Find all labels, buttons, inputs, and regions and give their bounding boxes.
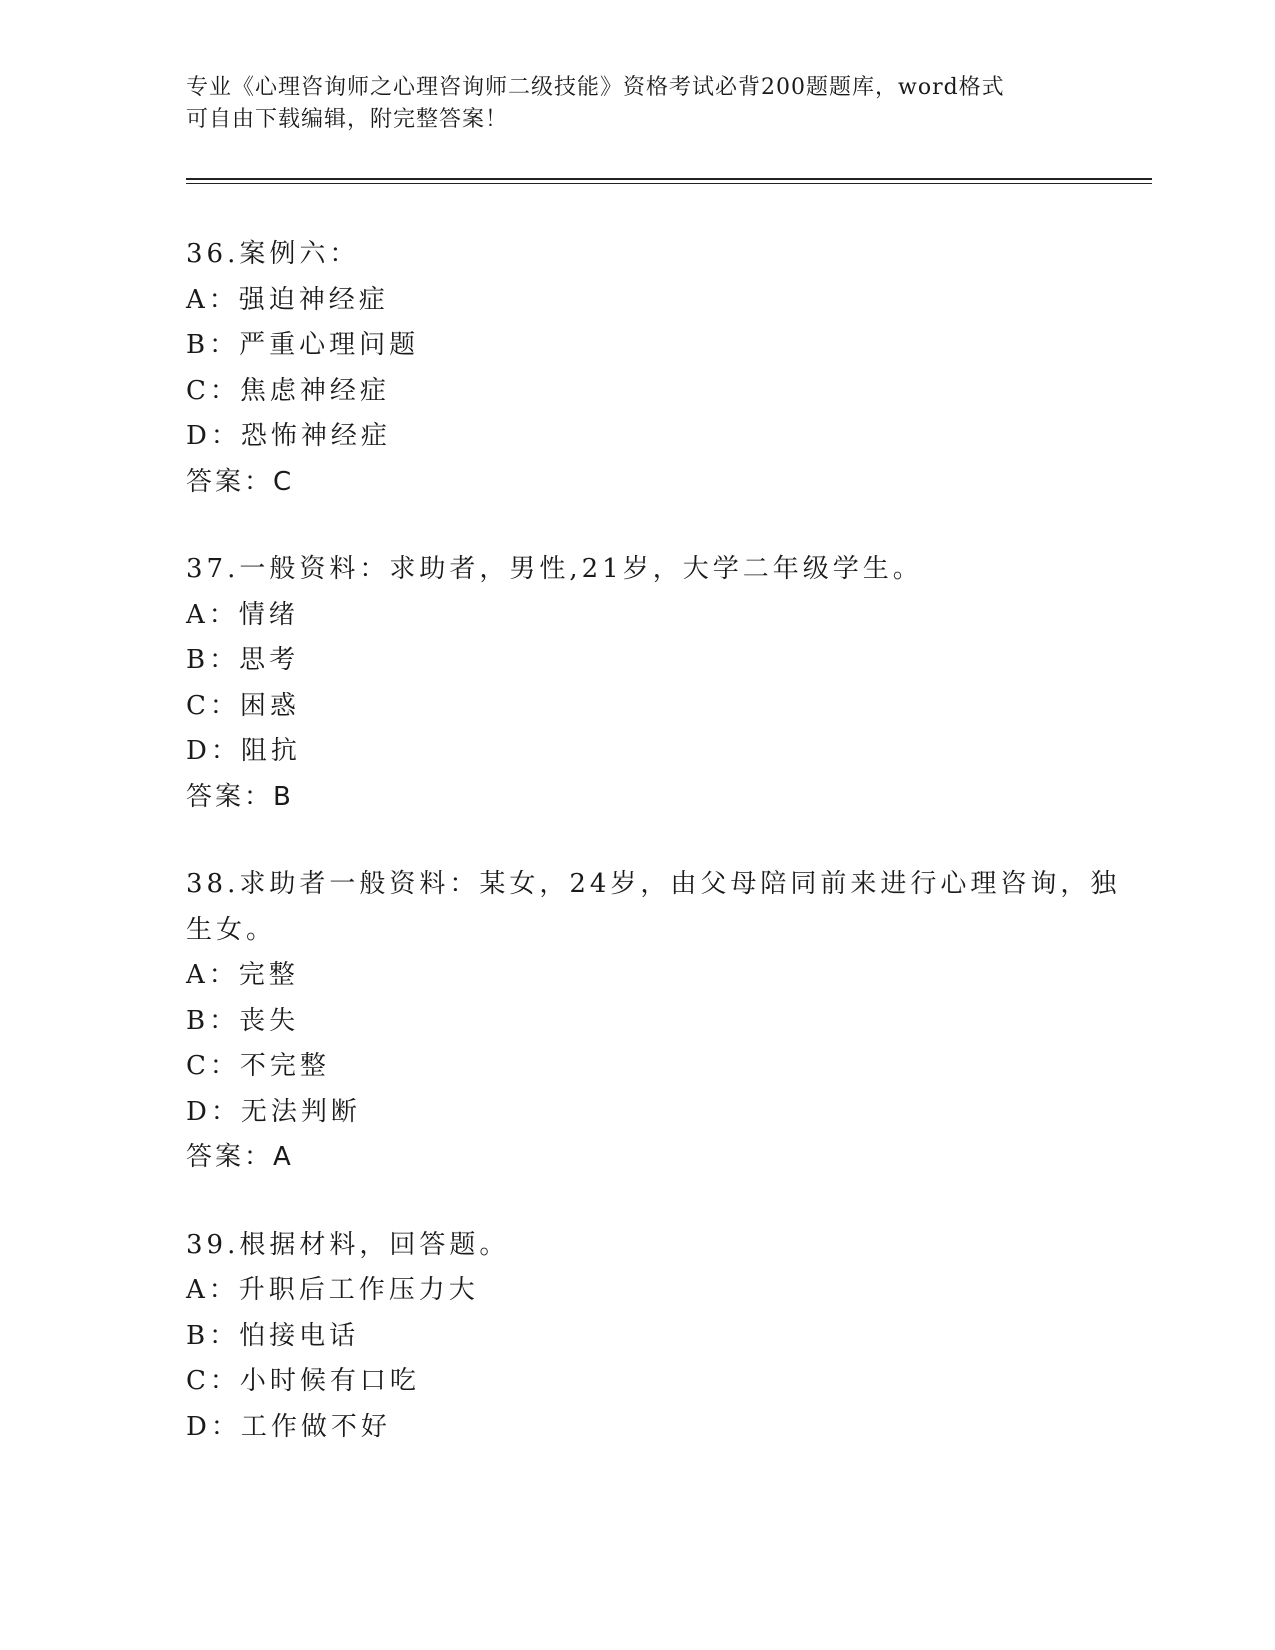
question-37: [186, 547, 1146, 820]
option-d: D：恐怖神经症: [186, 421, 391, 451]
question-39: [186, 1223, 1146, 1451]
question-stem: 38.求助者一般资料：某女，24岁，由父母陪同前来进行心理咨询，独: [186, 869, 1121, 899]
option-a: A：完整: [186, 960, 299, 990]
header-line-1: 专业《心理咨询师之心理咨询师二级技能》资格考试必背200题题库，word格式: [186, 75, 1005, 100]
question-stem: 36.案例六：: [186, 239, 360, 269]
option-b: B：丧失: [186, 1005, 300, 1036]
question-stem-continued: 生女。: [186, 914, 277, 945]
option-d: D：工作做不好: [186, 1411, 391, 1442]
option-c: C：困惑: [186, 690, 300, 721]
header-divider: [186, 178, 1152, 184]
option-a: A：情绪: [186, 599, 299, 630]
question-list: [186, 232, 1146, 1492]
answer-key: 答案：A: [186, 1142, 294, 1172]
document-header: [186, 72, 1086, 136]
header-line-2: 可自由下载编辑，附完整答案！: [186, 107, 509, 132]
question-stem: 39.根据材料，回答题。: [186, 1229, 510, 1260]
question-38: [186, 862, 1146, 1181]
question-36: [186, 232, 1146, 505]
option-d: D：阻抗: [186, 736, 301, 766]
option-a: A：升职后工作压力大: [186, 1275, 479, 1305]
option-c: C：焦虑神经症: [186, 375, 390, 406]
option-c: C：小时候有口吃: [186, 1366, 420, 1396]
question-stem: 37.一般资料：求助者，男性,21岁，大学二年级学生。: [186, 554, 923, 584]
option-d: D：无法判断: [186, 1096, 361, 1127]
option-b: B：思考: [186, 645, 300, 675]
option-b: B：怕接电话: [186, 1320, 360, 1351]
option-a: A：强迫神经症: [186, 284, 389, 315]
option-b: B：严重心理问题: [186, 330, 420, 360]
answer-key: 答案：B: [186, 781, 294, 812]
answer-key: 答案：C: [186, 466, 295, 497]
option-c: C：不完整: [186, 1051, 330, 1081]
